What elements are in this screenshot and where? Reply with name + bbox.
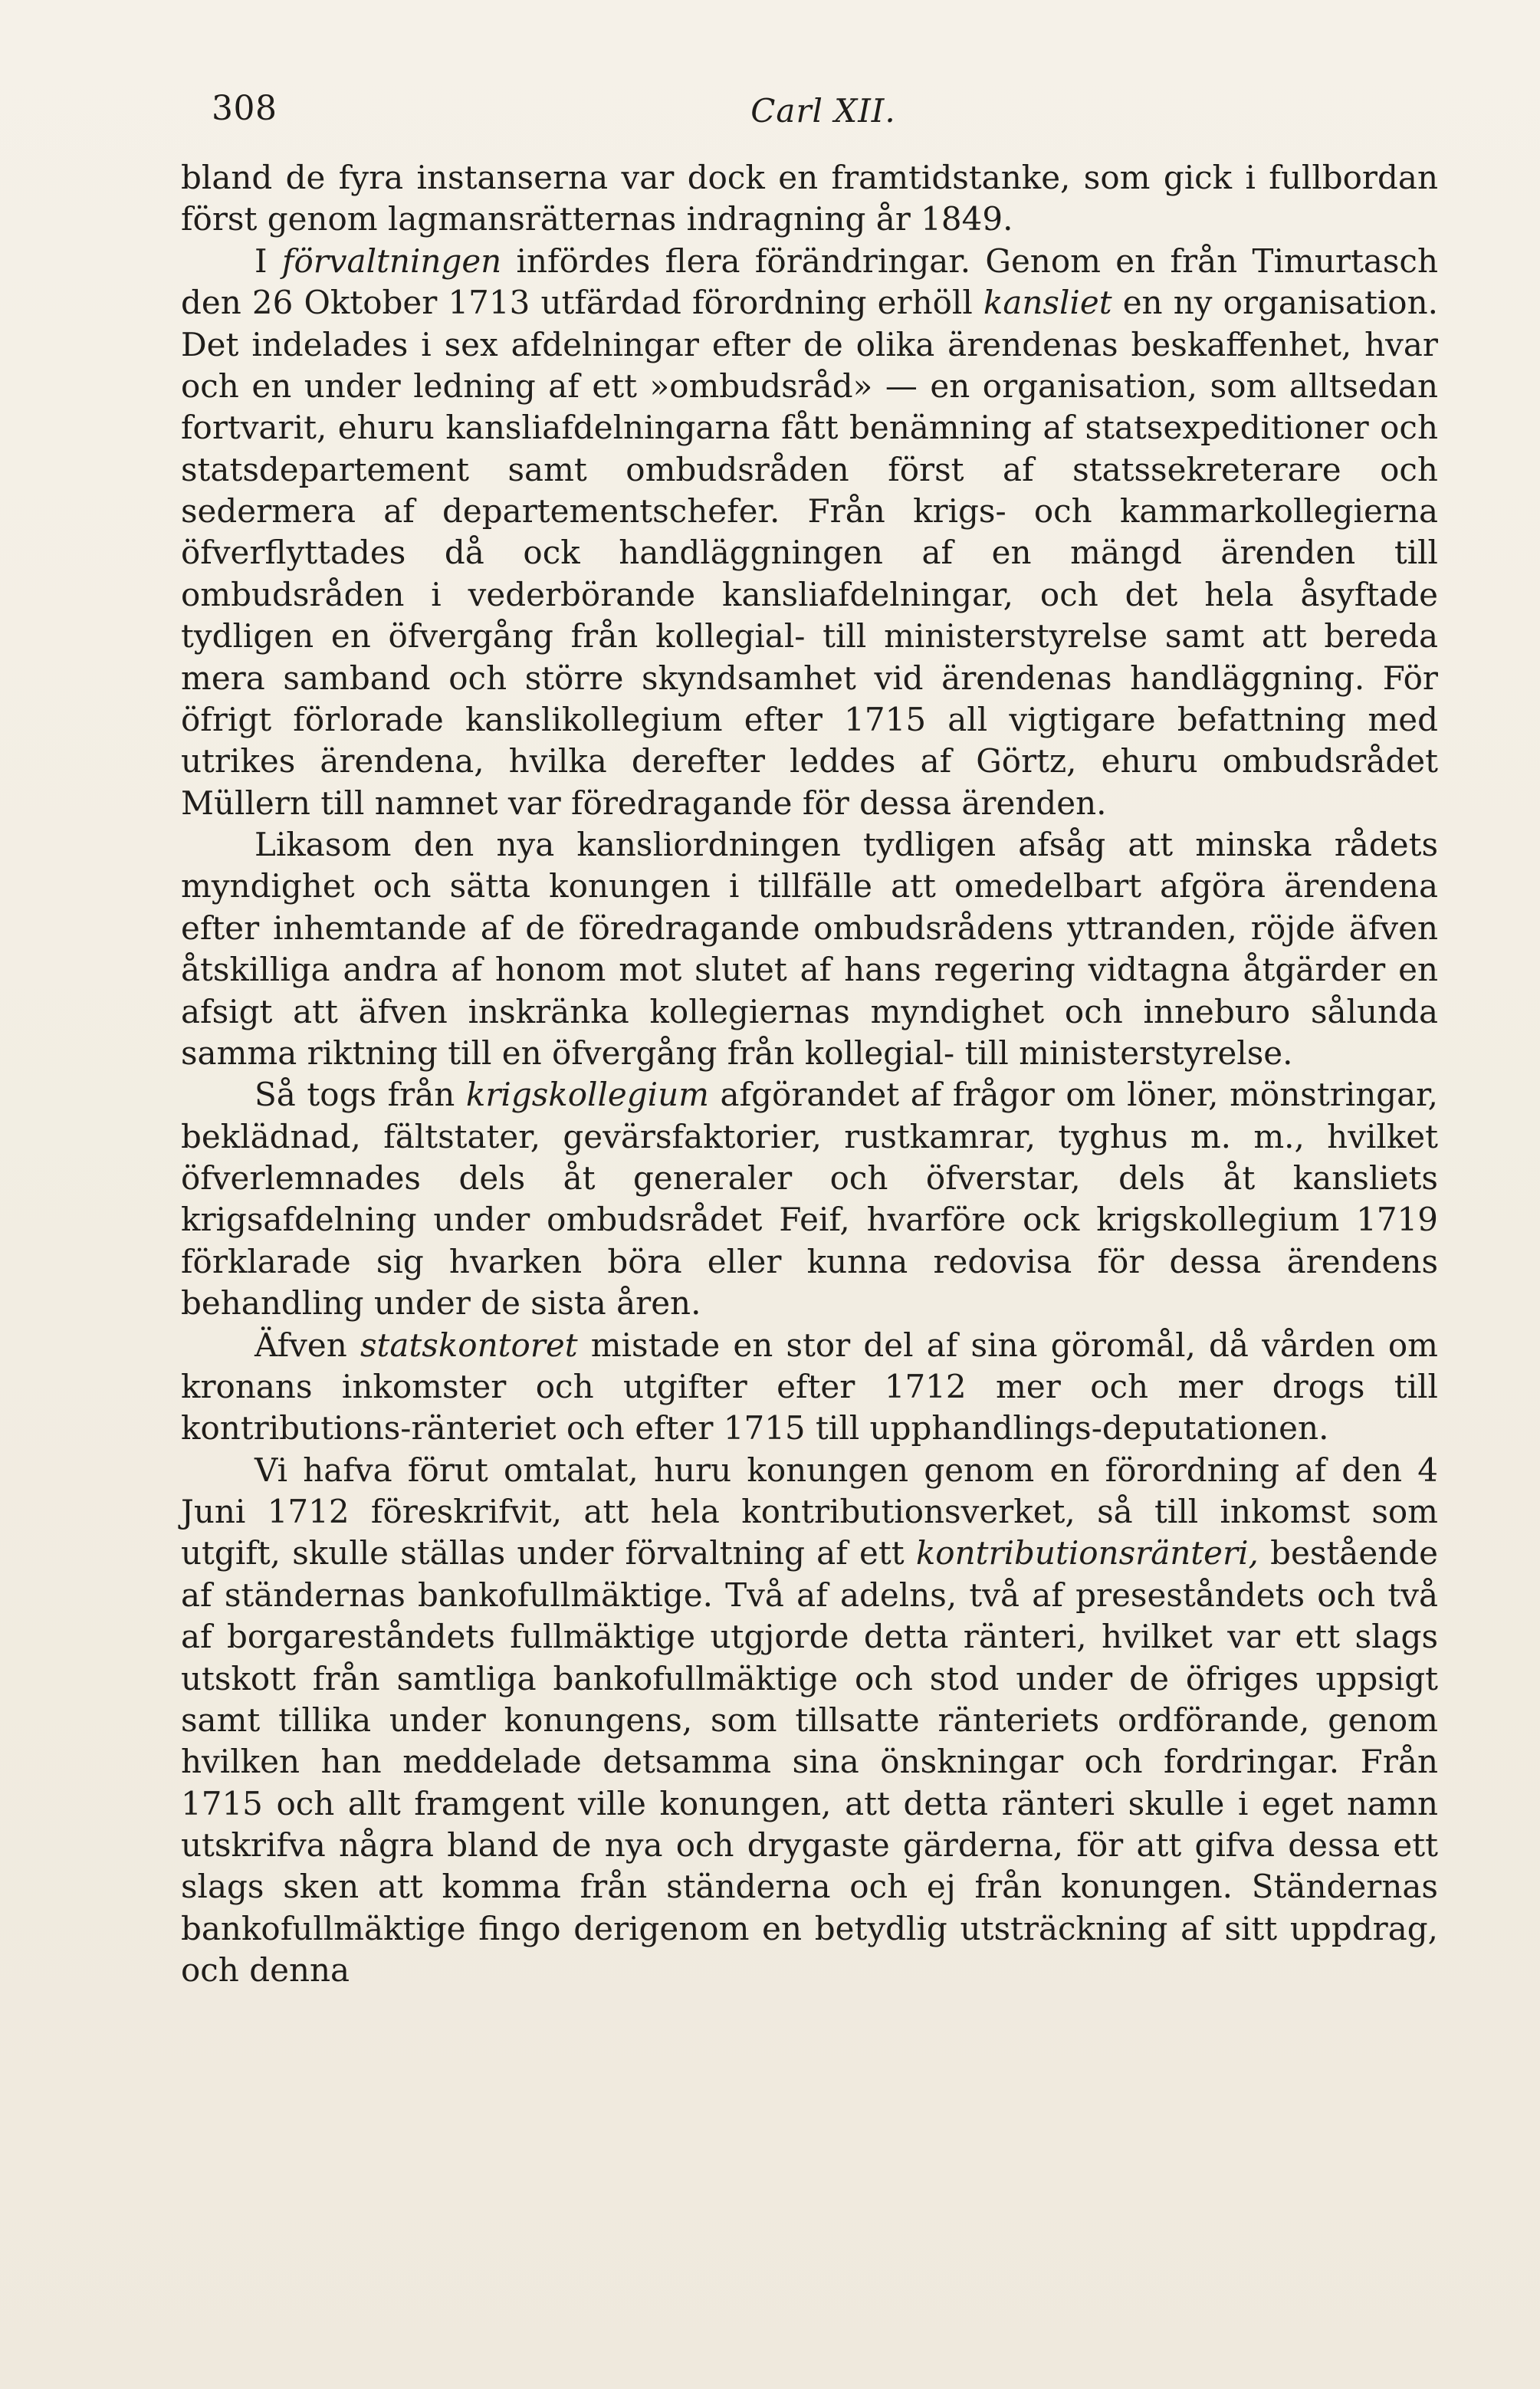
italic-term: krigskollegium [465, 1076, 709, 1114]
paragraph-text: Vi hafva förut omtalat, huru konungen genom en förordning af den 4 Juni 1712 föreskrifvit, att hela kontributionsverket, så till inkomst som utgift, skulle ställas under förvaltning af ett [181, 1451, 1438, 1572]
italic-term: statskontoret [360, 1326, 578, 1364]
italic-term: kansliet [983, 284, 1112, 322]
italic-term: kontributionsränteri, [915, 1534, 1259, 1572]
page-number: 308 [212, 89, 277, 128]
running-title: Carl XII. [750, 92, 896, 130]
page-header [212, 89, 1435, 146]
paragraph [181, 824, 1438, 1074]
paragraph-text: bland de fyra instanserna var dock en framtidstanke, som gick i fullbordan först genom lagmansrätternas indragning år 1849. [181, 159, 1438, 238]
paragraph-text: bestående af ständernas bankofullmäktige. Två af adelns, två af preseståndets och två af borgareståndets fullmäktige utgjorde detta ränteri, hvilket var ett slags utskott från samtliga bankofullmäktige och stod under de öfriges uppsigt samt tillika under konungens, som tillsatte ränteriets ordförande, genom hvilken han meddelade detsamma sina önskningar och fordringar. Från 1715 och allt framgent ville konungen, att detta ränteri skulle i eget namn utskrifva några bland de nya och drygaste gärderna, för att gifva dessa ett slags sken att komma från ständerna och ej från konungen. Ständernas bankofullmäktige fingo derigenom en betydlig utsträckning af sitt uppdrag, och denna [181, 1534, 1438, 1990]
paragraph-text: I [254, 242, 282, 280]
paragraph-text: mistade en stor del af sina göromål, då vården om kronans inkomster och utgifter efter 1712 mer och mer drogs till kontributions-ränteriet och efter 1715 till upphandlings-deputationen. [181, 1326, 1439, 1448]
paragraph-text: en ny organisation. Det indelades i sex afdelningar efter de olika ärendenas beskaffenhet, hvar och en under ledning af ett »ombudsråd» — en organisation, som alltsedan fortvarit, ehuru kansliafdelningarna fått benämning af statsexpeditioner och statsdepartement samt ombudsråden först af statssekreterare och sedermera af departementschefer. Från krigs- och kammarkollegierna öfverflyttades då ock handläggningen af en mängd ärenden till ombudsråden i vederbörande kansliafdelningar, och det hela åsyftade tydligen en öfvergång från kollegial- till ministerstyrelse samt att bereda mera samband och större skyndsamhet vid ärendenas handläggning. För öfrigt förlorade kanslikollegium efter 1715 all vigtigare befattning med utrikes ärendena, hvilka derefter leddes af Görtz, ehuru ombudsrådet Müllern till namnet var föredragande för dessa ärenden. [181, 284, 1438, 822]
paragraph [181, 157, 1438, 241]
paragraph-text: infördes flera förändringar. Genom en från Timurtasch den 26 Oktober 1713 utfärdad förordning erhöll [181, 242, 1438, 322]
paragraph-text: afgörandet af frågor om löner, mönstringar, beklädnad, fältstater, gevärsfaktorier, rustkamrar, tyghus m. m., hvilket öfverlemnades dels åt generaler och öfverstar, dels åt kansliets krigsafdelning under ombudsrådet Feif, hvarföre ock krigskollegium 1719 förklarade sig hvarken böra eller kunna redovisa för dessa ärendens behandling under de sista åren. [181, 1076, 1438, 1323]
italic-term: förvaltningen [281, 242, 502, 280]
paragraph-text: Äfven [254, 1326, 360, 1364]
paragraph-text: Likasom den nya kansliordningen tydligen afsåg att minska rådets myndighet och sätta konungen i tillfälle att omedelbart afgöra ärendena efter inhemtande af de föredragande ombudsrådens yttranden, röjde äfven åtskilliga andra af honom mot slutet af hans regering vidtagna åtgärder en afsigt att äfven inskränka kollegiernas myndighet och inneburo sålunda samma riktning till en öfvergång från kollegial- till ministerstyrelse. [181, 826, 1438, 1072]
body-text [181, 157, 1438, 1992]
paragraph [181, 1074, 1438, 1324]
paragraph [181, 1325, 1438, 1450]
paragraph [181, 1450, 1438, 1992]
paragraph [181, 241, 1438, 824]
paragraph-text: Så togs från [254, 1076, 466, 1114]
